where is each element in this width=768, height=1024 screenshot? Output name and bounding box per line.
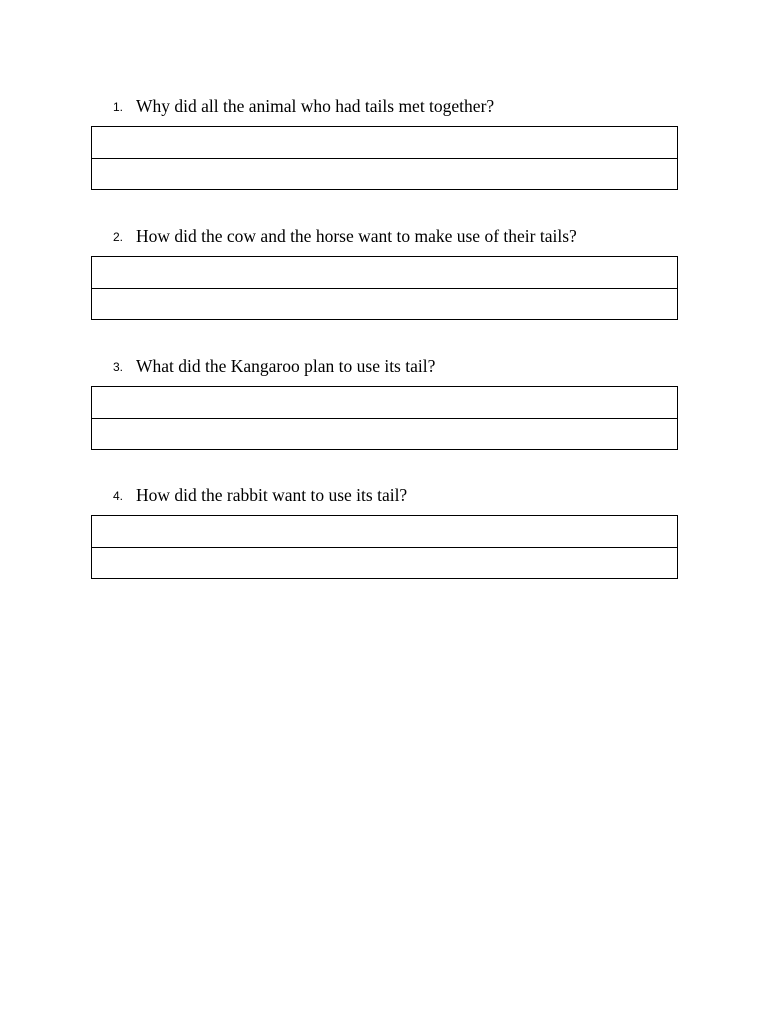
answer-box	[91, 256, 678, 320]
question-prompt	[91, 355, 678, 377]
question-text: How did the cow and the horse want to make use of their tails?	[136, 226, 577, 246]
answer-line[interactable]	[92, 257, 677, 288]
question-number: 1.	[113, 100, 124, 114]
question-number: 4.	[113, 489, 124, 503]
answer-line[interactable]	[92, 547, 677, 578]
question-number: 3.	[113, 360, 124, 374]
question-3	[91, 355, 678, 377]
answer-line[interactable]	[92, 288, 677, 319]
answer-line[interactable]	[92, 516, 677, 547]
question-text: How did the rabbit want to use its tail?	[136, 485, 408, 505]
answer-line[interactable]	[92, 127, 677, 158]
question-4	[91, 484, 678, 506]
question-text: What did the Kangaroo plan to use its tail?	[136, 356, 436, 376]
question-prompt	[91, 95, 678, 117]
answer-line[interactable]	[92, 158, 677, 189]
answer-box	[91, 386, 678, 450]
question-number: 2.	[113, 230, 124, 244]
question-2	[91, 225, 678, 247]
question-prompt	[91, 484, 678, 506]
answer-box	[91, 126, 678, 190]
question-text: Why did all the animal who had tails met together?	[136, 96, 495, 116]
answer-box	[91, 515, 678, 579]
question-prompt	[91, 225, 678, 247]
answer-line[interactable]	[92, 418, 677, 449]
question-1	[91, 95, 678, 117]
answer-line[interactable]	[92, 387, 677, 418]
